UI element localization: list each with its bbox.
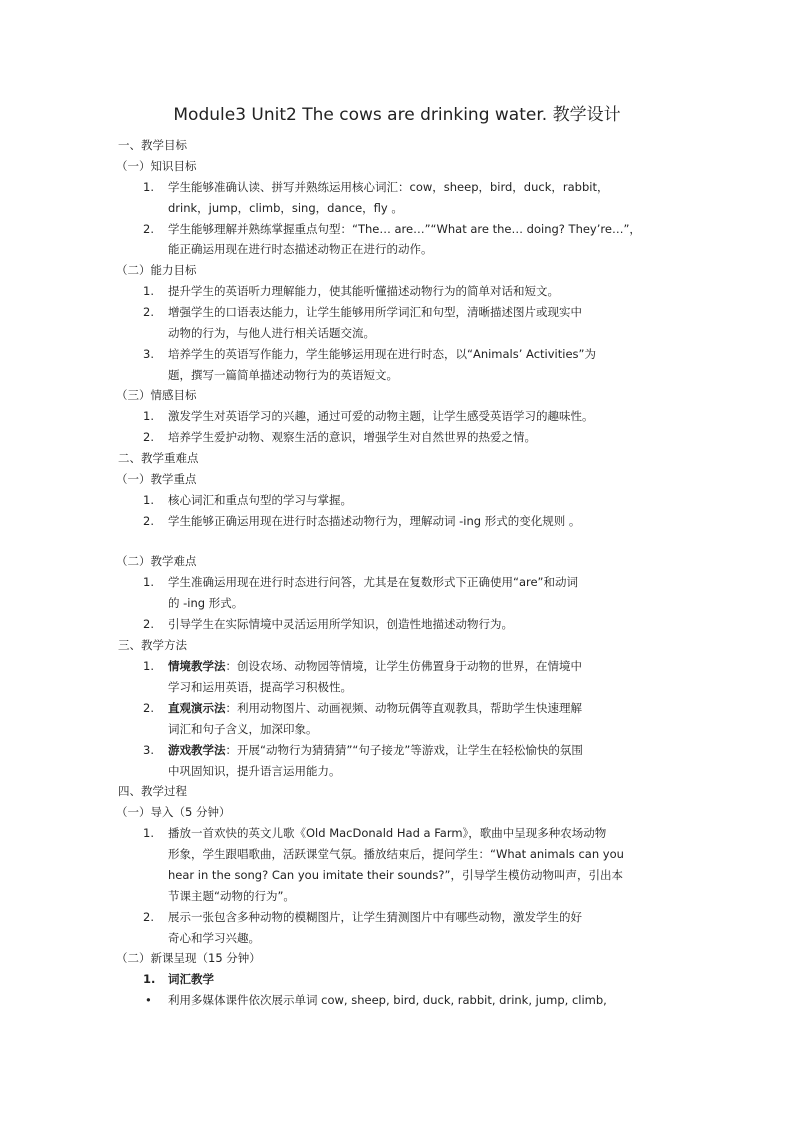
- list-item-text: [168, 656, 582, 677]
- list-item-text: 学习和运用英语，提高学习积极性。: [168, 680, 352, 694]
- subheading-difficulties: （二）教学难点: [116, 554, 197, 568]
- subheading-key-points: （一）教学重点: [116, 472, 197, 486]
- method-description: ：开展“动物行为猜猜猜”“句子接龙”等游戏，让学生在轻松愉快的氛围: [225, 743, 583, 757]
- method-name: 直观演示法: [168, 701, 226, 715]
- list-number: 3.: [143, 347, 154, 361]
- list-item-text: 奇心和学习兴趣。: [168, 931, 260, 945]
- vocabulary-teaching-heading: 词汇教学: [168, 972, 214, 986]
- list-item-text: 激发学生对英语学习的兴趣，通过可爱的动物主题，让学生感受英语学习的趣味性。: [168, 409, 594, 423]
- list-item-text: 动物的行为，与他人进行相关话题交流。: [168, 326, 375, 340]
- subheading-knowledge: （一）知识目标: [116, 159, 197, 173]
- list-number: 2.: [143, 514, 154, 528]
- list-item-text: 学生能够正确运用现在进行时态描述动物行为，理解动词 -ing 形式的变化规则 。: [168, 514, 581, 528]
- list-number: 1.: [143, 972, 156, 986]
- list-item-text: drink，jump，climb，sing，dance，fly 。: [168, 201, 403, 215]
- list-item-text: 引导学生在实际情境中灵活运用所学知识，创造性地描述动物行为。: [168, 617, 513, 631]
- section-heading-3: 三、教学方法: [118, 638, 187, 652]
- method-name: 情境教学法: [168, 659, 226, 673]
- method-description: ：创设农场、动物园等情境，让学生仿佛置身于动物的世界，在情境中: [225, 659, 582, 673]
- list-number: 2.: [143, 222, 154, 236]
- list-number: 1.: [143, 284, 154, 298]
- list-item-text: 增强学生的口语表达能力，让学生能够用所学词汇和句型，清晰描述图片或现实中: [168, 305, 582, 319]
- list-item-text: 词汇和句子含义，加深印象。: [168, 722, 318, 736]
- list-number: 2.: [143, 617, 154, 631]
- list-item-text: 核心词汇和重点句型的学习与掌握。: [168, 493, 352, 507]
- list-item-text: 播放一首欢快的英文儿歌《Old MacDonald Had a Farm》，歌曲中呈现多种农场动物: [168, 826, 607, 840]
- list-item-text: 题，撰写一篇简单描述动物行为的英语短文。: [168, 368, 398, 382]
- bullet-icon: •: [145, 993, 152, 1007]
- section-heading-1: 一、教学目标: [118, 138, 187, 152]
- subheading-new-lesson: （二）新课呈现（15 分钟）: [116, 951, 261, 965]
- list-number: 1.: [143, 575, 154, 589]
- list-number: 1.: [143, 493, 154, 507]
- list-number: 3.: [143, 743, 154, 757]
- list-item-text: 能正确运用现在进行时态描述动物正在进行的动作。: [168, 242, 433, 256]
- list-item-text: [168, 698, 582, 719]
- list-number: 2.: [143, 701, 154, 715]
- list-number: 1.: [143, 409, 154, 423]
- section-heading-2: 二、教学重难点: [118, 451, 199, 465]
- list-number: 1.: [143, 180, 154, 194]
- list-item-text: 学生能够准确认读、拼写并熟练运用核心词汇：cow，sheep，bird，duck，rabbit，: [168, 180, 609, 194]
- list-item-text: 中巩固知识，提升语言运用能力。: [168, 764, 341, 778]
- list-item-text: 培养学生的英语写作能力，学生能够运用现在进行时态，以“Animals’ Activities”为: [168, 347, 596, 361]
- document-title: Module3 Unit2 The cows are drinking water. 教学设计: [173, 105, 621, 125]
- list-item-text: [168, 740, 583, 761]
- list-item-text: 培养学生爱护动物、观察生活的意识，增强学生对自然世界的热爱之情。: [168, 430, 536, 444]
- list-item-text: 利用多媒体课件依次展示单词 cow, sheep, bird, duck, rabbit, drink, jump, climb,: [168, 993, 607, 1007]
- list-item-text: 节课主题“动物的行为”。: [168, 889, 295, 903]
- list-number: 1.: [143, 826, 154, 840]
- list-item-text: hear in the song? Can you imitate their sounds?”，引导学生模仿动物叫声，引出本: [168, 868, 623, 882]
- subheading-emotion: （三）情感目标: [116, 388, 197, 402]
- subheading-ability: （二）能力目标: [116, 263, 197, 277]
- list-number: 2.: [143, 910, 154, 924]
- list-number: 1.: [143, 659, 154, 673]
- list-item-text: 学生能够理解并熟练掌握重点句型：“The… are…”“What are the… doing? They’re…”，: [168, 222, 641, 236]
- method-description: ：利用动物图片、动画视频、动物玩偶等直观教具，帮助学生快速理解: [225, 701, 582, 715]
- list-number: 2.: [143, 305, 154, 319]
- subheading-intro: （一）导入（5 分钟）: [116, 805, 231, 819]
- list-item-text: 展示一张包含多种动物的模糊图片，让学生猜测图片中有哪些动物，激发学生的好: [168, 910, 582, 924]
- method-name: 游戏教学法: [168, 743, 226, 757]
- list-item-text: 提升学生的英语听力理解能力，使其能听懂描述动物行为的简单对话和短文。: [168, 284, 559, 298]
- section-heading-4: 四、教学过程: [118, 784, 187, 798]
- list-number: 2.: [143, 430, 154, 444]
- list-item-text: 形象，学生跟唱歌曲，活跃课堂气氛。播放结束后，提问学生：“What animals can you: [168, 847, 624, 861]
- list-item-text: 学生准确运用现在进行时态进行问答，尤其是在复数形式下正确使用“are”和动词: [168, 575, 579, 589]
- list-item-text: 的 -ing 形式。: [168, 596, 244, 610]
